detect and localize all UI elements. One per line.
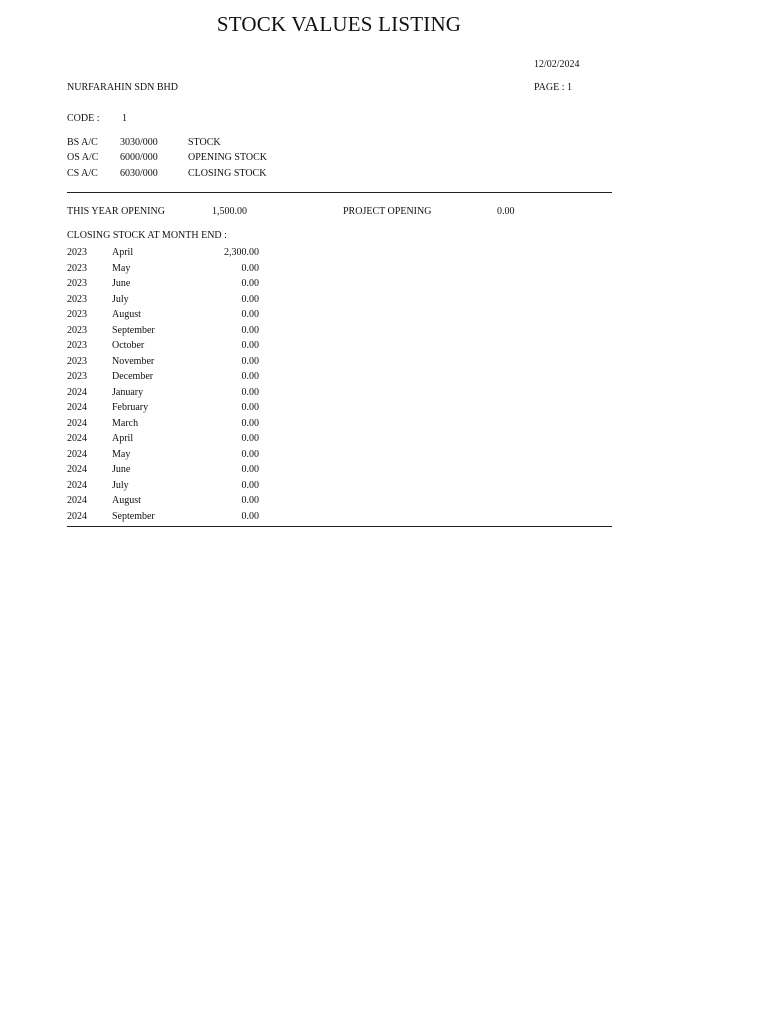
row-month: August xyxy=(112,495,141,506)
divider-top xyxy=(67,192,612,193)
row-month: January xyxy=(112,386,144,398)
row-value: 2,300.00 xyxy=(224,247,259,258)
table-row xyxy=(67,356,307,372)
row-year: 2024 xyxy=(67,417,87,429)
table-row xyxy=(67,325,307,341)
row-year: 2023 xyxy=(67,262,87,274)
table-row xyxy=(67,340,307,356)
code-value: 1 xyxy=(122,113,127,124)
row-value: 0.00 xyxy=(241,495,259,506)
account-type: CS A/C xyxy=(67,168,98,179)
table-row xyxy=(67,449,307,465)
table-row xyxy=(67,418,307,434)
row-month: May xyxy=(112,448,131,460)
table-row xyxy=(67,402,307,418)
row-value: 0.00 xyxy=(241,278,259,289)
row-month: September xyxy=(112,324,155,336)
account-number: 6030/000 xyxy=(120,168,158,179)
row-month: February xyxy=(112,402,149,413)
row-value: 0.00 xyxy=(241,417,259,429)
row-value: 0.00 xyxy=(241,324,259,336)
row-year: 2024 xyxy=(67,464,87,475)
row-value: 0.00 xyxy=(241,510,259,522)
row-year: 2023 xyxy=(67,278,87,289)
account-number: 3030/000 xyxy=(120,137,158,148)
row-year: 2023 xyxy=(67,371,87,382)
row-year: 2023 xyxy=(67,324,87,336)
row-month: May xyxy=(112,262,131,274)
project-opening-label: PROJECT OPENING xyxy=(343,206,432,217)
table-row xyxy=(67,480,307,496)
report-title: STOCK VALUES LISTING xyxy=(216,12,462,36)
closing-stock-heading: CLOSING STOCK AT MONTH END : xyxy=(67,230,227,241)
row-month: October xyxy=(112,340,145,351)
account-name: OPENING STOCK xyxy=(188,152,267,163)
row-year: 2024 xyxy=(67,495,87,506)
row-value: 0.00 xyxy=(241,371,259,382)
account-type: OS A/C xyxy=(67,152,99,163)
divider-bottom xyxy=(67,526,612,527)
account-number: 6000/000 xyxy=(120,152,158,163)
this-year-opening-value: 1,500.00 xyxy=(212,206,247,217)
row-month: June xyxy=(112,464,131,475)
row-month: April xyxy=(112,247,134,258)
table-row xyxy=(67,294,307,310)
table-row xyxy=(67,309,307,325)
company-name: NURFARAHIN SDN BHD xyxy=(67,82,178,93)
row-year: 2024 xyxy=(67,510,87,522)
row-year: 2024 xyxy=(67,448,87,460)
table-row xyxy=(67,495,307,511)
project-opening-value: 0.00 xyxy=(497,206,515,217)
row-month: November xyxy=(112,355,155,367)
page-number: PAGE : 1 xyxy=(534,82,572,93)
row-year: 2023 xyxy=(67,309,87,320)
row-month: August xyxy=(112,309,141,320)
row-year: 2023 xyxy=(67,340,87,351)
account-name: CLOSING STOCK xyxy=(188,168,267,179)
row-month: July xyxy=(112,293,129,305)
row-year: 2023 xyxy=(67,247,87,258)
report-date: 12/02/2024 xyxy=(534,59,580,70)
table-row xyxy=(67,433,307,449)
row-value: 0.00 xyxy=(241,433,259,444)
account-type: BS A/C xyxy=(67,137,98,148)
table-row xyxy=(67,464,307,480)
table-row xyxy=(67,387,307,403)
row-month: December xyxy=(112,371,154,382)
row-month: July xyxy=(112,479,129,491)
row-value: 0.00 xyxy=(241,262,259,274)
table-row xyxy=(67,278,307,294)
account-name: STOCK xyxy=(188,137,221,148)
table-row xyxy=(67,263,307,279)
row-year: 2024 xyxy=(67,386,87,398)
row-value: 0.00 xyxy=(241,386,259,398)
table-row xyxy=(67,247,307,263)
row-value: 0.00 xyxy=(241,402,259,413)
row-value: 0.00 xyxy=(241,293,259,305)
row-year: 2023 xyxy=(67,355,87,367)
row-year: 2024 xyxy=(67,479,87,491)
row-year: 2024 xyxy=(67,402,87,413)
this-year-opening-label: THIS YEAR OPENING xyxy=(67,206,165,217)
row-year: 2023 xyxy=(67,293,87,305)
row-value: 0.00 xyxy=(241,464,259,475)
row-month: March xyxy=(112,417,139,429)
row-value: 0.00 xyxy=(241,355,259,367)
row-month: June xyxy=(112,278,131,289)
row-value: 0.00 xyxy=(241,340,259,351)
table-row xyxy=(67,371,307,387)
table-row xyxy=(67,511,307,527)
row-month: April xyxy=(112,433,134,444)
row-value: 0.00 xyxy=(241,309,259,320)
code-label: CODE : xyxy=(67,113,100,124)
row-value: 0.00 xyxy=(241,448,259,460)
row-year: 2024 xyxy=(67,433,87,444)
row-value: 0.00 xyxy=(241,479,259,491)
row-month: September xyxy=(112,510,155,522)
